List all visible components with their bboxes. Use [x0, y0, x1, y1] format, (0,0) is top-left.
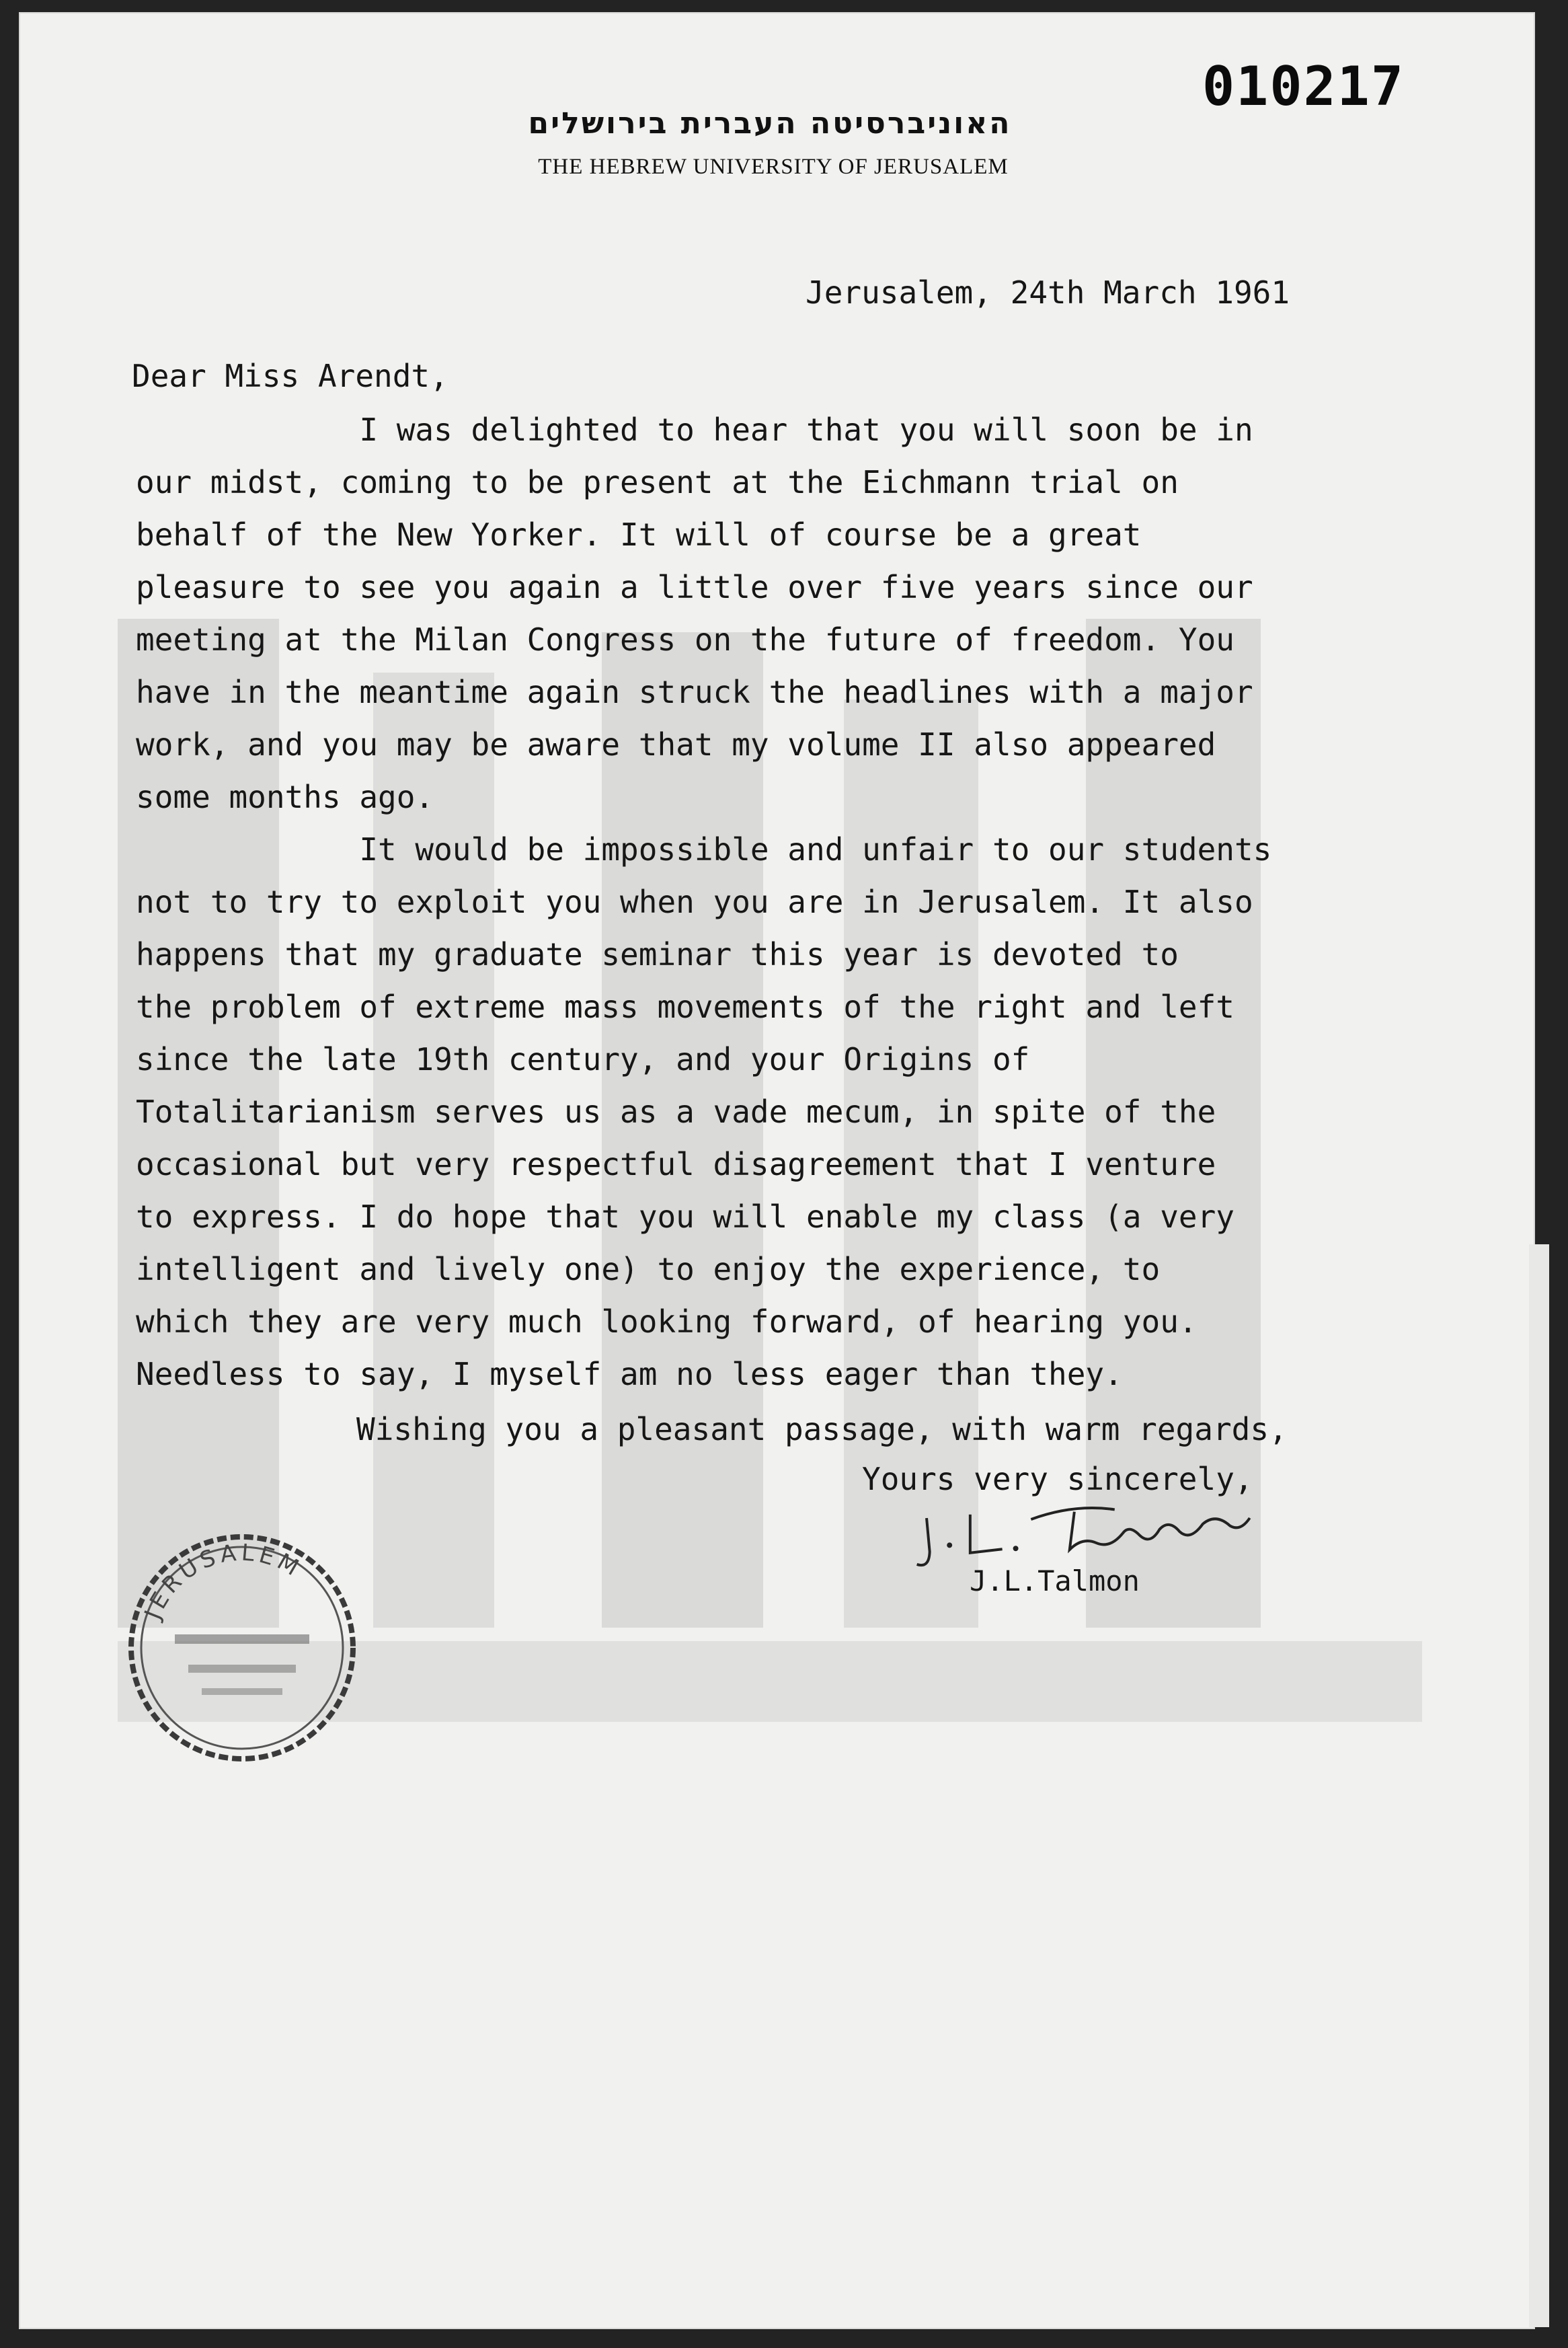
archive-number: 010217 — [1202, 55, 1405, 118]
body-line: I was delighted to hear that you will soon be in — [136, 412, 1253, 448]
letterhead-english: THE HEBREW UNIVERSITY OF JERUSALEM — [538, 155, 1009, 179]
body-line: pleasure to see you again a little over five years since our — [136, 569, 1253, 605]
body-line: Totalitarianism serves us as a vade mecum, in spite of the — [136, 1094, 1216, 1130]
body-line: occasional but very respectful disagreement that I venture — [136, 1146, 1216, 1182]
body-line: behalf of the New Yorker. It will of course be a great — [136, 517, 1142, 553]
signed-name: J.L.Talmon — [970, 1564, 1140, 1597]
body-line: intelligent and lively one) to enjoy the experience, to — [136, 1251, 1161, 1287]
letterhead-hebrew: האוניברסיטה העברית בירושלים — [528, 106, 1012, 141]
stamp-text: JERUSALEM — [139, 1539, 307, 1624]
body-line: the problem of extreme mass movements of the right and left — [136, 989, 1234, 1025]
body-line: It would be impossible and unfair to our students — [136, 831, 1272, 868]
body-line: work, and you may be aware that my volume II also appeared — [136, 726, 1216, 763]
valediction: Yours very sincerely, — [862, 1461, 1253, 1497]
body-line: our midst, coming to be present at the Eichmann trial on — [136, 464, 1179, 500]
body-line: to express. I do hope that you will enable my class (a very — [136, 1199, 1234, 1235]
salutation: Dear Miss Arendt, — [132, 358, 448, 394]
body-line: happens that my graduate seminar this year is devoted to — [136, 936, 1179, 973]
body-line: since the late 19th century, and your Origins of — [136, 1041, 1030, 1077]
body-line: which they are very much looking forward, of hearing you. — [136, 1303, 1198, 1340]
paper-torn-edge — [1529, 1244, 1549, 2327]
closing-line: Wishing you a pleasant passage, with warm regards, — [356, 1411, 1288, 1447]
dateline: Jerusalem, 24th March 1961 — [806, 274, 1290, 311]
body-line: Needless to say, I myself am no less eager than they. — [136, 1356, 1123, 1392]
postal-stamp — [114, 1520, 370, 1776]
body-line: meeting at the Milan Congress on the future of freedom. You — [136, 621, 1234, 658]
body-line: have in the meantime again struck the headlines with a major — [136, 674, 1253, 710]
body-line: not to try to exploit you when you are in Jerusalem. It also — [136, 884, 1253, 920]
body-line: some months ago. — [136, 779, 434, 815]
svg-text:JERUSALEM — [139, 1539, 307, 1624]
